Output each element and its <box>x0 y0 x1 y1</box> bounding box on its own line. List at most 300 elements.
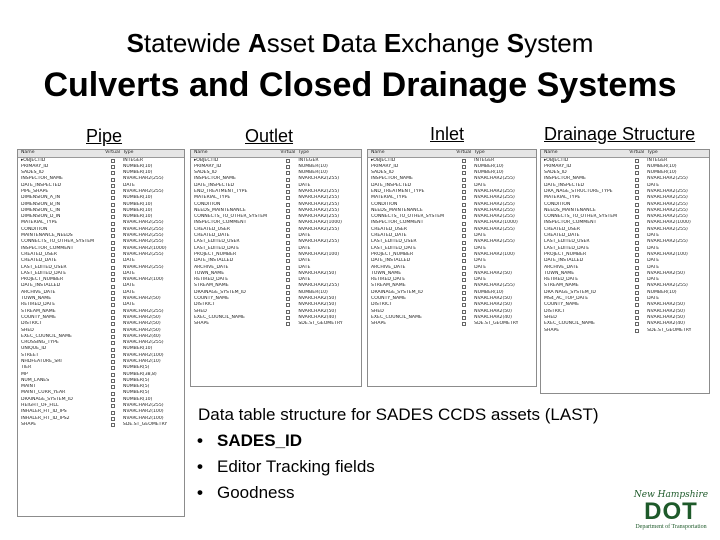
header-type: Type <box>122 150 134 155</box>
field-type: NVARCHAR2(255) <box>647 201 688 207</box>
field-type: NUMBER(10) <box>474 163 504 169</box>
virtual-checkbox[interactable] <box>286 190 290 194</box>
field-type: DATE <box>647 182 660 188</box>
virtual-checkbox[interactable] <box>635 241 639 245</box>
virtual-checkbox[interactable] <box>111 385 115 389</box>
field-type: INTEGER <box>298 157 319 163</box>
field-type: NVARCHAR2(255) <box>474 207 515 213</box>
field-name: COUNTY_NAME <box>544 302 579 308</box>
virtual-checkbox[interactable] <box>635 310 639 314</box>
logo-state-text: New Hampshire <box>633 490 709 500</box>
virtual-checkbox[interactable] <box>635 196 639 200</box>
field-name: INHALER_FIT_ID_IPS <box>21 409 67 415</box>
virtual-checkbox[interactable] <box>462 159 466 163</box>
virtual-checkbox[interactable] <box>462 203 466 207</box>
header-type: Type <box>474 150 485 155</box>
virtual-checkbox[interactable] <box>111 366 115 370</box>
virtual-checkbox[interactable] <box>635 203 639 207</box>
field-name: CONDITION <box>544 201 571 207</box>
virtual-checkbox[interactable] <box>286 266 290 270</box>
field-name: LAST_EDITED_USER <box>194 239 240 245</box>
virtual-checkbox[interactable] <box>635 234 639 238</box>
field-type: DATE <box>647 233 660 239</box>
field-type: NVARCHAR2(50) <box>298 308 337 314</box>
virtual-checkbox[interactable] <box>111 190 115 194</box>
field-type: NVARCHAR2(100) <box>122 352 164 358</box>
field-type: SDE.ST_GEOMETRY <box>122 421 168 427</box>
virtual-checkbox[interactable] <box>111 354 115 358</box>
virtual-checkbox[interactable] <box>111 329 115 333</box>
field-type: DATE <box>122 283 135 289</box>
virtual-checkbox[interactable] <box>286 310 290 314</box>
field-name: ▸OBJECTID <box>544 157 569 163</box>
field-name: CONNECTS_TO_OTHER_SYSTEM <box>21 239 95 245</box>
virtual-checkbox[interactable] <box>462 266 466 270</box>
supertitle-word: Asset <box>248 28 322 58</box>
virtual-checkbox[interactable] <box>286 234 290 238</box>
field-name: PROJECT_NUMBER <box>194 251 237 257</box>
virtual-checkbox[interactable] <box>635 303 639 307</box>
virtual-cell <box>628 328 645 334</box>
virtual-checkbox[interactable] <box>286 196 290 200</box>
header-name: Name <box>21 150 35 155</box>
field-type: NUMBER(5) <box>122 390 150 396</box>
field-name: MAINT_CURR_YEAR <box>21 390 66 396</box>
field-name: NEEDS_MAINTENANCE <box>194 207 246 213</box>
field-name: DRAINAGE_SYSTEM_ID <box>21 396 73 402</box>
virtual-cell <box>455 321 472 327</box>
virtual-checkbox[interactable] <box>635 322 639 326</box>
virtual-checkbox[interactable] <box>635 329 639 333</box>
virtual-checkbox[interactable] <box>111 165 115 169</box>
field-name: EXEC_COUNCIL_NAME <box>544 321 595 327</box>
field-type: INTEGER <box>647 157 668 163</box>
virtual-checkbox[interactable] <box>635 171 639 175</box>
virtual-checkbox[interactable] <box>462 291 466 295</box>
virtual-checkbox[interactable] <box>286 209 290 213</box>
header-name: Name <box>194 150 208 155</box>
field-name: CONNECTS_TO_OTHER_SYSTEM <box>544 214 618 220</box>
field-type: NUMBER(10) <box>122 396 153 402</box>
field-type: DATE <box>474 277 487 283</box>
field-name: LAST_EDITED_USER <box>21 264 67 270</box>
virtual-checkbox[interactable] <box>635 285 639 289</box>
field-name: LAST_EDITED_DATE <box>194 245 240 251</box>
virtual-checkbox[interactable] <box>111 379 115 383</box>
field-type: NVARCHAR2(100) <box>647 251 688 257</box>
field-name: CONDITION <box>371 201 398 207</box>
virtual-checkbox[interactable] <box>635 272 639 276</box>
field-type: NVARCHAR2(255) <box>122 308 164 314</box>
virtual-checkbox[interactable] <box>111 247 115 251</box>
field-name: PRIMARY_ID <box>21 163 49 169</box>
field-type: NVARCHAR2(255) <box>122 220 164 226</box>
virtual-checkbox[interactable] <box>111 171 115 175</box>
field-type: NVARCHAR2(50) <box>122 321 161 327</box>
virtual-checkbox[interactable] <box>111 316 115 320</box>
virtual-checkbox[interactable] <box>286 297 290 301</box>
virtual-checkbox[interactable] <box>462 259 466 263</box>
virtual-checkbox[interactable] <box>286 278 290 282</box>
field-name: STREAM_NAME <box>21 308 56 314</box>
field-name: DIMENSION_D_IN <box>21 214 61 220</box>
outlet-label: Outlet <box>245 126 294 146</box>
field-type: SDE.ST_GEOMETRY <box>474 321 519 327</box>
field-type: NVARCHAR2(50) <box>647 302 685 308</box>
field-type: INTEGER <box>474 157 495 163</box>
virtual-checkbox[interactable] <box>462 272 466 276</box>
field-name: NEEDS_MAINTENANCE <box>544 207 596 213</box>
field-name: INSPECTOR_NAME <box>194 176 236 182</box>
table-header <box>541 150 709 158</box>
virtual-checkbox[interactable] <box>111 341 115 345</box>
field-name: DIMENSION_A_IN <box>21 195 61 201</box>
virtual-checkbox[interactable] <box>111 203 115 207</box>
field-name: LAST_EDITED_DATE <box>371 245 417 251</box>
field-type: NVARCHAR2(50) <box>474 302 512 308</box>
field-type: NVARCHAR2(100) <box>298 251 340 257</box>
field-name: UNIQUE_ID <box>21 346 47 352</box>
field-type: NUMBER(10) <box>298 289 328 295</box>
virtual-checkbox[interactable] <box>635 222 639 226</box>
field-type: NVARCHAR2(255) <box>474 214 515 220</box>
virtual-checkbox[interactable] <box>462 322 466 326</box>
field-type: DATE <box>474 182 487 188</box>
field-name: PROJECT_NUMBER <box>544 251 587 257</box>
virtual-checkbox[interactable] <box>462 241 466 245</box>
virtual-checkbox[interactable] <box>111 241 115 245</box>
field-type: NVARCHAR2(255) <box>298 201 340 207</box>
field-type: NUMBER(10) <box>647 163 677 169</box>
virtual-checkbox[interactable] <box>111 392 115 396</box>
field-name: DRA NAGE_SYSTEM_ID <box>544 289 596 295</box>
virtual-checkbox[interactable] <box>286 253 290 257</box>
virtual-checkbox[interactable] <box>111 423 115 427</box>
virtual-checkbox[interactable] <box>462 222 466 226</box>
virtual-checkbox[interactable] <box>286 322 290 326</box>
field-type: NVARCHAR2(1000) <box>474 220 518 226</box>
virtual-checkbox[interactable] <box>635 165 639 169</box>
field-type: NVARCHAR2(1000) <box>298 220 342 226</box>
virtual-checkbox[interactable] <box>286 291 290 295</box>
virtual-checkbox[interactable] <box>286 303 290 307</box>
field-type: NUMBER(10) <box>122 163 153 169</box>
field-type: DATE <box>474 245 487 251</box>
virtual-checkbox[interactable] <box>635 278 639 282</box>
field-type: NVARCHAR2(50) <box>647 308 685 314</box>
field-name: NHDFEATURE_SRI <box>21 359 62 364</box>
header-type: Type <box>647 150 658 155</box>
field-type: NVARCHAR2(100) <box>122 409 164 415</box>
virtual-checkbox[interactable] <box>111 266 115 270</box>
field-type: NVARCHAR2(255) <box>298 195 340 201</box>
virtual-checkbox[interactable] <box>286 272 290 276</box>
virtual-checkbox[interactable] <box>462 253 466 257</box>
field-name: TOWN_NAME <box>194 270 225 276</box>
virtual-checkbox[interactable] <box>111 373 115 377</box>
field-name: CREATED_USER <box>544 226 581 232</box>
field-name: ▸OBJECTID <box>371 157 396 163</box>
field-type: NUMBER(10) <box>647 170 677 176</box>
virtual-checkbox[interactable] <box>111 411 115 415</box>
field-name: DATE_INSPECTED <box>371 182 412 188</box>
virtual-checkbox[interactable] <box>286 165 290 169</box>
table-header <box>18 150 184 158</box>
virtual-checkbox[interactable] <box>111 253 115 257</box>
field-name: END_TREATMENT_TYPE <box>194 188 248 194</box>
field-type: NVARCHAR2(255) <box>298 188 340 194</box>
feature-bullets <box>197 428 375 506</box>
field-type: NUMBER(10) <box>122 201 153 207</box>
field-name: CREATED_USER <box>371 226 408 232</box>
field-name: LAST_EDITED_USER <box>371 239 417 245</box>
nhdot-logo <box>628 490 714 536</box>
virtual-checkbox[interactable] <box>635 184 639 188</box>
supertitle-word: Statewide <box>126 28 248 58</box>
field-name: HEIGHT_OF_FILL <box>21 403 59 409</box>
field-name: STREET <box>21 352 39 358</box>
virtual-checkbox[interactable] <box>635 209 639 213</box>
field-name: CONDITION <box>21 226 48 232</box>
field-type: DATE <box>298 233 311 239</box>
field-type: NVARCHAR2(255) <box>122 251 164 257</box>
field-type: NVARCHAR2(255) <box>122 239 164 245</box>
virtual-checkbox[interactable] <box>635 316 639 320</box>
virtual-checkbox[interactable] <box>111 303 115 307</box>
field-type: DATE <box>298 182 311 188</box>
drainage-structure-table <box>540 149 710 394</box>
virtual-checkbox[interactable] <box>111 417 115 421</box>
field-name: SHED <box>194 308 207 314</box>
virtual-checkbox[interactable] <box>462 215 466 219</box>
virtual-checkbox[interactable] <box>635 297 639 301</box>
virtual-checkbox[interactable] <box>111 310 115 314</box>
virtual-checkbox[interactable] <box>111 159 115 163</box>
field-type: NVARCHAR2(255) <box>474 201 515 207</box>
virtual-checkbox[interactable] <box>635 228 639 232</box>
field-type: NVARCHAR2(255) <box>298 176 340 182</box>
virtual-checkbox[interactable] <box>111 209 115 213</box>
field-name: PRIMARY_ID <box>371 163 399 169</box>
field-type: NVARCHAR2(50) <box>647 314 685 320</box>
field-name: CREATED_DATE <box>544 233 580 239</box>
virtual-checkbox[interactable] <box>286 203 290 207</box>
virtual-checkbox[interactable] <box>286 178 290 182</box>
field-type: NVARCHAR2(255) <box>122 226 164 232</box>
field-name: SADES_ID <box>371 170 394 176</box>
field-name: DISTRICT <box>194 302 216 308</box>
virtual-checkbox[interactable] <box>462 196 466 200</box>
bullet-item <box>197 454 375 480</box>
virtual-checkbox[interactable] <box>462 310 466 314</box>
virtual-checkbox[interactable] <box>462 165 466 169</box>
virtual-checkbox[interactable] <box>635 178 639 182</box>
virtual-checkbox[interactable] <box>111 285 115 289</box>
field-type: NUMBER(10) <box>122 170 153 176</box>
virtual-checkbox[interactable] <box>111 234 115 238</box>
field-name: SHED <box>21 327 34 333</box>
field-name: DRA_NAGE_STRUCTURE_TYPE <box>544 188 613 194</box>
field-name: TOWN_NAME <box>544 270 575 276</box>
virtual-checkbox[interactable] <box>286 285 290 289</box>
virtual-checkbox[interactable] <box>462 285 466 289</box>
field-type: NVARCHAR2(100) <box>122 415 164 421</box>
virtual-checkbox[interactable] <box>635 247 639 251</box>
field-type: NVARCHAR2(50) <box>122 327 161 333</box>
virtual-checkbox[interactable] <box>286 228 290 232</box>
field-type: NUMBER(10) <box>122 214 153 220</box>
virtual-checkbox[interactable] <box>111 272 115 276</box>
virtual-checkbox[interactable] <box>462 228 466 232</box>
field-name: MATERIAL_TYPE <box>371 195 408 201</box>
bullet-item <box>197 428 375 454</box>
virtual-checkbox[interactable] <box>286 222 290 226</box>
virtual-checkbox[interactable] <box>286 247 290 251</box>
virtual-checkbox[interactable] <box>462 297 466 301</box>
field-type: NVARCHAR2(255) <box>298 214 340 220</box>
field-name: MS4_AC_TOP_DATE <box>544 296 589 302</box>
field-type: NVARCHAR2(100) <box>122 277 164 283</box>
virtual-checkbox[interactable] <box>462 184 466 188</box>
field-name: DATE_INSTALLED <box>371 258 411 264</box>
logo-dot-text: DOT <box>644 498 698 525</box>
field-type: NVARCHAR2(255) <box>474 195 515 201</box>
field-type: NVARCHAR2(255) <box>647 283 688 289</box>
virtual-checkbox[interactable] <box>462 178 466 182</box>
field-type: NUMBER(10) <box>298 170 328 176</box>
drainage-structure-label: Drainage Structure <box>544 124 696 144</box>
virtual-checkbox[interactable] <box>111 259 115 263</box>
field-name: RETIRED_DATE <box>371 277 406 283</box>
field-name: INSPECTOR_COMMENT <box>371 220 424 226</box>
field-type: NUMBER(10) <box>122 346 153 352</box>
virtual-checkbox[interactable] <box>111 291 115 295</box>
virtual-checkbox[interactable] <box>286 241 290 245</box>
field-name: NUM_LANES <box>21 377 50 383</box>
virtual-checkbox[interactable] <box>635 259 639 263</box>
virtual-checkbox[interactable] <box>462 278 466 282</box>
virtual-checkbox[interactable] <box>462 209 466 213</box>
field-type: SDE.ST_GEOMETRY <box>647 327 692 333</box>
virtual-checkbox[interactable] <box>462 247 466 251</box>
virtual-checkbox[interactable] <box>111 322 115 326</box>
outlet-table <box>190 149 362 387</box>
field-type: NVARCHAR2(255) <box>298 239 340 245</box>
virtual-checkbox[interactable] <box>111 348 115 352</box>
field-name: CREATED_USER <box>21 251 58 257</box>
bullet-symbol: • <box>197 483 203 502</box>
virtual-checkbox[interactable] <box>635 266 639 270</box>
field-type: NVARCHAR2(255) <box>647 207 688 213</box>
header-virtual: Virtual <box>456 150 472 156</box>
field-name: DIMENSION_B_IN <box>21 201 61 207</box>
field-name: DATE_INSTALLED <box>21 283 61 289</box>
virtual-checkbox[interactable] <box>111 184 115 188</box>
field-type: INTEGER <box>122 157 144 163</box>
virtual-checkbox[interactable] <box>111 222 115 226</box>
field-type: DATE <box>647 277 660 283</box>
virtual-checkbox[interactable] <box>635 215 639 219</box>
field-name: DRAINAGE_SYSTEM_ID <box>371 289 423 295</box>
virtual-checkbox[interactable] <box>635 190 639 194</box>
virtual-checkbox[interactable] <box>462 303 466 307</box>
virtual-checkbox[interactable] <box>286 184 290 188</box>
virtual-checkbox[interactable] <box>111 335 115 339</box>
field-type: NVARCHAR2(50) <box>298 270 337 276</box>
field-name: ARCHIVE_DATE <box>194 264 229 270</box>
bullet-symbol: • <box>197 457 203 476</box>
field-name: CONNECTS_TO_OTHER_SYSTEM <box>194 214 268 220</box>
field-type: NVARCHAR2(255) <box>122 264 164 270</box>
field-name: DISTRICT <box>21 321 43 327</box>
virtual-checkbox[interactable] <box>462 171 466 175</box>
virtual-checkbox[interactable] <box>111 196 115 200</box>
field-name: SHAPE <box>194 321 210 327</box>
virtual-checkbox[interactable] <box>111 215 115 219</box>
virtual-checkbox[interactable] <box>111 178 115 182</box>
virtual-checkbox[interactable] <box>111 228 115 232</box>
virtual-checkbox[interactable] <box>286 171 290 175</box>
virtual-checkbox[interactable] <box>111 398 115 402</box>
field-name: MATERIAL_TYPE <box>544 195 581 201</box>
field-type: DATE <box>122 258 135 264</box>
table-row <box>18 422 184 428</box>
virtual-checkbox[interactable] <box>111 360 115 364</box>
field-type: NVARCHAR2(50) <box>298 302 337 308</box>
field-type: NUMBER(10) <box>298 163 328 169</box>
field-name: INHALER_FIT_ID_IPS2 <box>21 415 70 421</box>
virtual-checkbox[interactable] <box>111 297 115 301</box>
field-name: DRAINAGE_SYSTEM_ID <box>194 289 246 295</box>
virtual-checkbox[interactable] <box>635 253 639 257</box>
virtual-checkbox[interactable] <box>286 316 290 320</box>
field-type: DATE <box>298 264 311 270</box>
virtual-checkbox[interactable] <box>286 159 290 163</box>
virtual-checkbox[interactable] <box>462 316 466 320</box>
virtual-checkbox[interactable] <box>462 234 466 238</box>
virtual-checkbox[interactable] <box>635 291 639 295</box>
virtual-checkbox[interactable] <box>111 404 115 408</box>
header-virtual: Virtual <box>105 150 121 156</box>
virtual-checkbox[interactable] <box>111 278 115 282</box>
field-name: RETIRED_DATE <box>21 302 56 308</box>
virtual-checkbox[interactable] <box>286 259 290 263</box>
field-type: NVARCHAR2(255) <box>122 403 164 409</box>
field-type: DATE <box>122 289 135 295</box>
field-type: NUMBER(10) <box>474 289 504 295</box>
field-type: DATE <box>122 302 135 308</box>
field-type: NVARCHAR2(50) <box>474 270 512 276</box>
bullet-symbol: • <box>197 431 203 450</box>
virtual-checkbox[interactable] <box>462 190 466 194</box>
field-name: SHAPE <box>371 321 387 327</box>
field-name: SHED <box>544 314 557 320</box>
field-type: NVARCHAR2(50) <box>122 314 161 320</box>
field-name: ARCHIVE_DATE <box>544 264 579 270</box>
field-name: PIPE_SHAPE <box>21 188 49 194</box>
virtual-checkbox[interactable] <box>635 159 639 163</box>
field-name: CREATED_DATE <box>371 233 407 239</box>
field-name: ARCHIVE_DATE <box>371 264 406 270</box>
field-type: NVARCHAR2(255) <box>474 239 515 245</box>
field-name: COUNTY_NAME <box>194 296 229 302</box>
field-name: COUNTY_NAME <box>21 314 56 320</box>
field-type: NVARCHAR2(50) <box>122 296 161 302</box>
field-name: PRIMARY_ID <box>194 163 222 169</box>
bullet-item <box>197 480 375 506</box>
virtual-checkbox[interactable] <box>286 215 290 219</box>
field-type: NVARCHAR2(255) <box>122 233 164 239</box>
